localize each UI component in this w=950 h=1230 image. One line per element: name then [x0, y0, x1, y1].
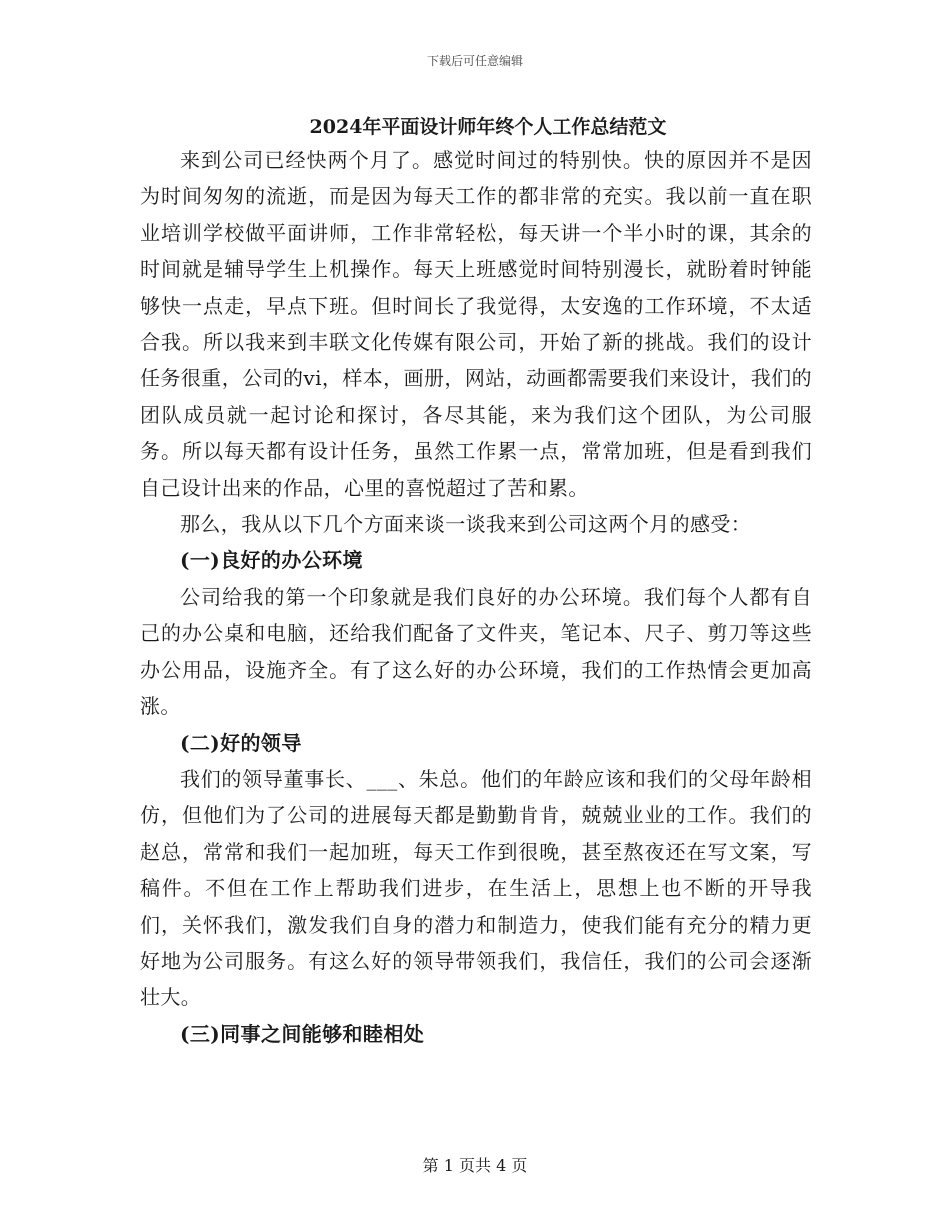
section-body-office-environment: 公司给我的第一个印象就是我们良好的办公环境。我们每个人都有自己的办公桌和电脑，还给我们配备了文件夹，笔记本、尺子、剪刀等这些办公用品，设施齐全。有了这么好的办公环境，我们的工作热情会更加高涨。: [140, 584, 812, 719]
document-title: 2024年平面设计师年终个人工作总结范文: [309, 116, 667, 138]
section-body-leadership: 我们的领导董事长、___、朱总。他们的年龄应该和我们的父母年龄相仿，但他们为了公司的进展每天都是勤勤肯肯，兢兢业业的工作。我们的赵总，常常和我们一起加班，每天工作到很晚，甚至熬夜还在写文案，写稿件。不但在工作上帮助我们进步，在生活上，思想上也不断的开导我们，关怀我们，激发我们自身的潜力和制造力，使我们能有充分的精力更好地为公司服务。有这么好的领导带领我们，我信任，我们的公司会逐渐壮大。: [140, 766, 812, 1010]
section-heading-office-environment: (一)良好的办公环境: [180, 548, 363, 573]
section-heading-leadership: (二)好的领导: [180, 730, 302, 755]
page-header-note: 下载后可任意编辑: [426, 54, 523, 68]
page-number-footer: 第 1 页共 4 页: [422, 1156, 528, 1175]
section-heading-colleagues: (三)同事之间能够和睦相处: [180, 1021, 425, 1046]
intro-paragraph: 来到公司已经快两个月了。感觉时间过的特别快。快的原因并不是因为时间匆匆的流逝，而是因为每天工作的都非常的充实。我以前一直在职业培训学校做平面讲师，工作非常轻松，每天讲一个半小时的课，其余的时间就是辅导学生上机操作。每天上班感觉时间特别漫长，就盼着时钟能够快一点走，早点下班。但时间长了我觉得，太安逸的工作环境，不太适合我。所以我来到丰联文化传媒有限公司，开始了新的挑战。我们的设计任务很重，公司的vi，样本，画册，网站，动画都需要我们来设计，我们的团队成员就一起讨论和探讨，各尽其能，来为我们这个团队，为公司服务。所以每天都有设计任务，虽然工作累一点，常常加班，但是看到我们自己设计出来的作品，心里的喜悦超过了苦和累。: [140, 148, 812, 500]
document-body: [140, 112, 812, 1052]
lead-paragraph: 那么，我从以下几个方面来谈一谈我来到公司这两个月的感受：: [180, 512, 752, 537]
